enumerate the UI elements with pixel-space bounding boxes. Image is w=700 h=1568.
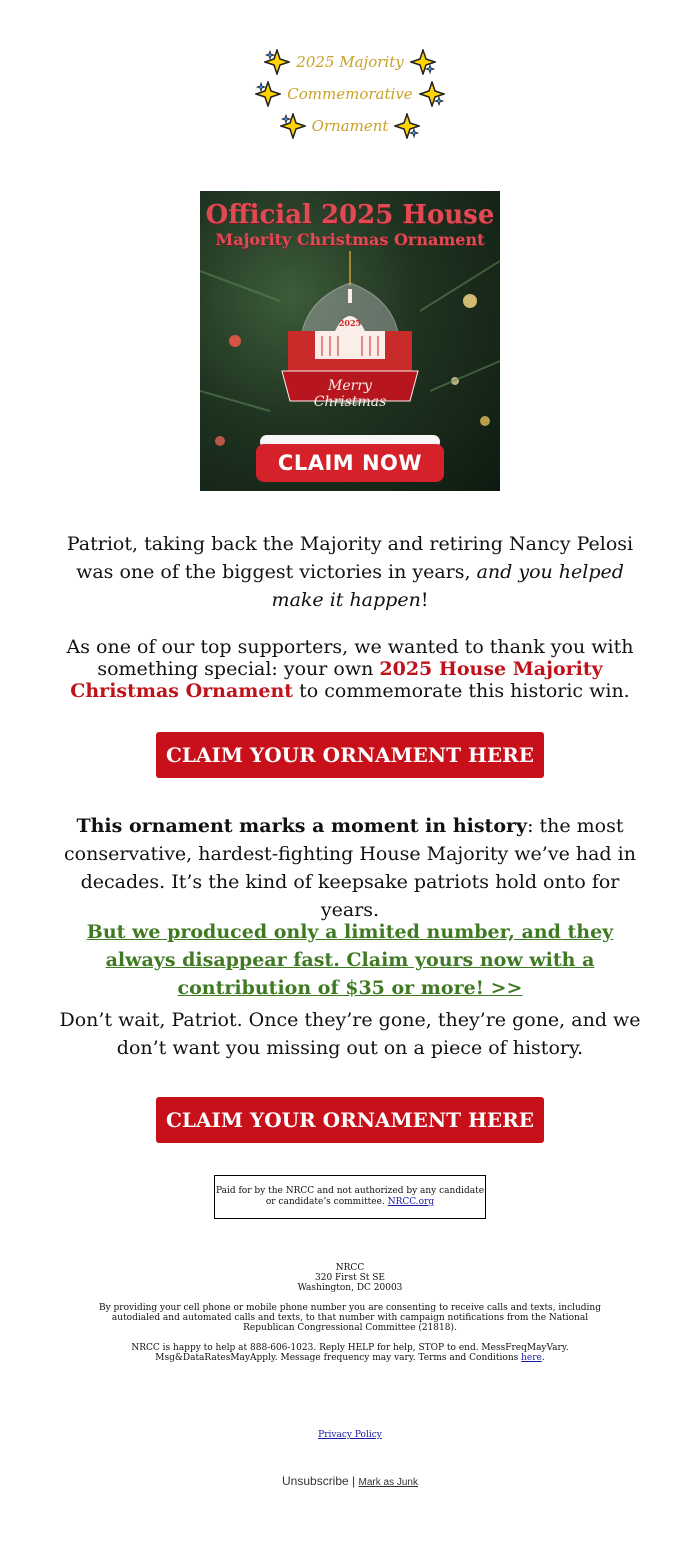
terms-here-link[interactable]: here <box>521 1353 542 1363</box>
nrcc-org-link[interactable]: NRCC.org <box>387 1197 435 1207</box>
help-text <box>90 1343 610 1363</box>
mark-as-junk-link[interactable]: Mark as Junk <box>358 1477 418 1488</box>
consent-body: By providing your cell phone or mobile phone number you are consenting to receive calls and texts, including autodialed and automated calls and texts, to that number with campaign notifications from the National Republican Congressional Committee (21818). <box>98 1303 601 1333</box>
sparkle-icon <box>394 113 420 139</box>
supporter-end: to commemorate this historic win. <box>293 680 630 702</box>
ornament-banner-text: Merry Christmas <box>313 378 387 410</box>
separator: | <box>352 1474 356 1488</box>
intro-end: ! <box>420 589 429 611</box>
supporter-text: As one of our top supporters, we wanted to thank you with something special: your own <box>66 636 634 680</box>
header-title-block <box>0 46 700 142</box>
ornament-highlight: 2025 House Majority Christmas Ornament <box>70 658 603 702</box>
header-line-3 <box>0 110 700 142</box>
intro-text: Patriot, taking back the Majority and retiring Nancy Pelosi was one of the biggest victories in years, <box>66 533 634 583</box>
street-address: 320 First St SE <box>315 1273 385 1283</box>
header-text-2: Commemorative <box>287 85 413 103</box>
intro-paragraph <box>50 530 650 614</box>
contribution-link[interactable]: But we produced only a limited number, and they always disappear fast. Claim yours now with a contribution of $35 or more! >> <box>86 921 614 999</box>
ornament-year: 2025 <box>338 318 362 328</box>
unsubscribe-link[interactable]: Unsubscribe <box>282 1474 349 1488</box>
supporter-paragraph <box>50 636 650 702</box>
history-text: : the most conservative, hardest-fighting House Majority we’ve had in decades. It’s the kind of keepsake patriots hold onto for years. <box>64 815 636 921</box>
privacy-block <box>90 1430 610 1440</box>
history-paragraph <box>50 812 650 924</box>
intro-italic: and you helped make it happen <box>271 561 624 611</box>
claim-ornament-button-2[interactable]: CLAIM YOUR ORNAMENT HERE <box>156 1097 544 1143</box>
dont-wait-paragraph <box>50 1006 650 1062</box>
hero-ornament-image[interactable] <box>200 191 500 491</box>
unsubscribe-bar <box>0 1474 700 1488</box>
consent-text <box>90 1303 610 1333</box>
privacy-policy-link[interactable]: Privacy Policy <box>318 1430 382 1440</box>
hero-title: Official 2025 House <box>205 200 495 230</box>
limited-paragraph <box>80 918 620 1002</box>
sparkle-icon <box>419 81 445 107</box>
org-name: NRCC <box>335 1263 365 1273</box>
city-address: Washington, DC 20003 <box>297 1283 403 1293</box>
sparkle-icon <box>264 49 290 75</box>
dont-wait-text: Don’t wait, Patriot. Once they’re gone, they’re gone, and we don’t want you missing out on a piece of history. <box>59 1009 641 1059</box>
address-block <box>90 1263 610 1293</box>
paid-for-text: Paid for by the NRCC and not authorized by any candidate or candidate’s committee. <box>215 1186 485 1207</box>
header-line-1 <box>0 46 700 78</box>
history-bold: This ornament marks a moment in history <box>76 815 528 837</box>
claim-now-button[interactable]: CLAIM NOW <box>256 444 444 482</box>
header-text-1: 2025 Majority <box>296 53 404 71</box>
sparkle-icon <box>280 113 306 139</box>
help-body: NRCC is happy to help at 888-606-1023. Reply HELP for help, STOP to end. MessFreqMayVary. Msg&DataRatesMayApply. Message frequency may vary. Terms and Conditions <box>131 1343 569 1363</box>
header-line-2 <box>0 78 700 110</box>
sparkle-icon <box>410 49 436 75</box>
paid-for-disclaimer <box>214 1175 486 1219</box>
header-text-3: Ornament <box>311 117 389 135</box>
hero-subtitle: Majority Christmas Ornament <box>215 230 485 249</box>
sparkle-icon <box>255 81 281 107</box>
help-end: . <box>541 1353 545 1363</box>
claim-ornament-button-1[interactable]: CLAIM YOUR ORNAMENT HERE <box>156 732 544 778</box>
